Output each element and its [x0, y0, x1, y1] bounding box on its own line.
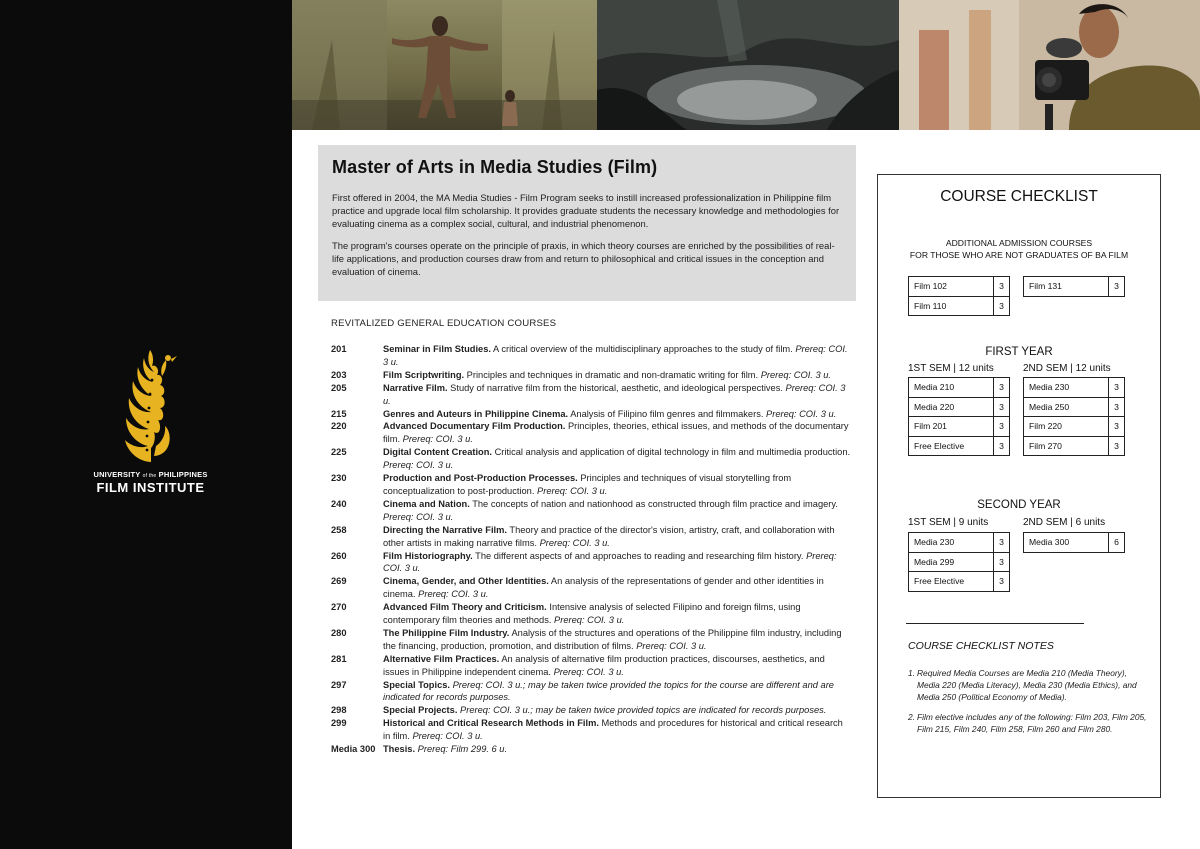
note-number: 1. [908, 668, 915, 678]
checklist-row [909, 436, 1010, 456]
course-list [331, 343, 851, 756]
course-prereq: Prereq: COI. 3 u. [539, 537, 610, 548]
course-title: Cinema and Nation. [383, 498, 470, 509]
course-row [331, 627, 851, 653]
checklist-row [909, 572, 1010, 592]
course-number: 270 [331, 602, 347, 613]
course-summary: Analysis of the structures and operations of the Philippine film industry, including the financing, production, promotion, and distribution of films. [383, 627, 842, 651]
checklist-notes-title: COURSE CHECKLIST NOTES [908, 640, 1054, 652]
course-description [383, 550, 851, 576]
course-description [383, 653, 851, 679]
course-summary: Analysis of Filipino film genres and filmmakers. [568, 408, 767, 419]
course-description [383, 420, 851, 446]
course-title: Special Topics. [383, 679, 450, 690]
course-description [383, 472, 851, 498]
course-description [383, 627, 851, 653]
course-title: Seminar in Film Studies. [383, 344, 491, 354]
course-prereq: Prereq: COI. 3 u. [636, 640, 707, 651]
course-row [331, 369, 851, 382]
course-number: 230 [331, 473, 347, 484]
course-prereq: Prereq: COI. 3 u. [383, 511, 454, 522]
course-title: Historical and Critical Research Methods in Film. [383, 718, 599, 729]
checklist-row [909, 378, 1010, 398]
film-institute-logo [88, 350, 213, 495]
checklist-row [1024, 378, 1125, 398]
checklist-course: Film 270 [1024, 436, 1109, 456]
checklist-row [909, 552, 1010, 572]
course-summary: Principles and techniques of visual storytelling from conceptualization to post-production. [383, 473, 792, 496]
checklist-course: Film 131 [1024, 277, 1109, 297]
course-description [383, 382, 851, 408]
checklist-course: Free Elective [909, 572, 994, 592]
checklist-course: Film 110 [909, 296, 994, 316]
checklist-units: 3 [994, 378, 1010, 398]
intro-paragraph-1: First offered in 2004, the MA Media Studies - Film Program seeks to instill increased professionalization in Philippine film practice and upgrade local film scholarship. It provides graduate students the necessary knowledge and methodologies for evaluating cinema as a complex social, cultural, and industrial phenomenon. [332, 192, 840, 229]
program-intro-box [318, 145, 856, 301]
course-summary: Study of narrative film from the historical, aesthetic, and ideological perspectives. [447, 382, 786, 393]
checklist-row [909, 533, 1010, 553]
checklist-row [909, 417, 1010, 437]
checklist-course: Media 230 [909, 533, 994, 553]
course-prereq: Prereq: COI. 3 u. [760, 369, 831, 380]
course-title: Alternative Film Practices. [383, 653, 500, 664]
course-title: The Philippine Film Industry. [383, 627, 510, 638]
course-description [383, 717, 851, 743]
second-year-sem2-label: 2ND SEM | 6 units [1023, 517, 1106, 528]
course-summary: The different aspects of and approaches to reading and researching film history. [472, 550, 807, 561]
course-summary: Principles, theories, ethical issues, and methods of the documentary film. [383, 421, 849, 445]
course-title: Film Historiography. [383, 550, 473, 561]
course-description [383, 679, 851, 705]
admission-table-left [908, 276, 1010, 316]
first-year-sem1-table [908, 377, 1010, 456]
course-prereq: Prereq: COI. 3 u. [402, 434, 473, 445]
course-description [383, 446, 851, 472]
course-number: Media 300 [331, 744, 376, 755]
course-row [331, 704, 851, 717]
course-description [383, 601, 851, 627]
course-title: Film Scriptwriting. [383, 369, 465, 380]
course-prereq: Prereq: COI. 3 u. [412, 731, 483, 742]
second-year-sem2-table [1023, 532, 1125, 553]
checklist-course: Film 220 [1024, 417, 1109, 437]
course-row [331, 601, 851, 627]
checklist-units: 3 [994, 572, 1010, 592]
course-summary: Theory and practice of the director's vision, artistry, craft, and collaboration with other artists in making narrative films. [383, 524, 835, 548]
course-prereq: Prereq: COI. 3 u. [418, 589, 489, 600]
course-number: 281 [331, 653, 347, 664]
course-prereq: Prereq: COI. 3 u. [383, 344, 848, 367]
ge-courses-heading: REVITALIZED GENERAL EDUCATION COURSES [331, 318, 557, 329]
course-row [331, 472, 851, 498]
photo-cave-mist [597, 0, 899, 130]
photo-filmmaker-camera [899, 0, 1200, 130]
course-prereq: Prereq: COI. 3 u.; may be taken twice provided the topics for the course are different and are indicated for records purposes. [383, 679, 834, 703]
course-prereq: Prereq: COI. 3 u. [553, 666, 624, 677]
sarimanok-logo-icon [116, 350, 186, 468]
checklist-row [909, 397, 1010, 417]
checklist-units: 3 [994, 296, 1010, 316]
note-number: 2. [908, 712, 915, 722]
program-title: Master of Arts in Media Studies (Film) [332, 157, 658, 177]
checklist-units: 3 [994, 397, 1010, 417]
course-summary: The concepts of nation and nationhood as constructed through film practice and imagery. [469, 498, 838, 509]
course-title: Advanced Film Theory and Criticism. [383, 602, 547, 613]
checklist-units: 3 [994, 436, 1010, 456]
course-prereq: Prereq: COI. 3 u. [554, 615, 625, 626]
checklist-course: Media 250 [1024, 397, 1109, 417]
checklist-row [1024, 397, 1125, 417]
course-description [383, 575, 851, 601]
checklist-units: 3 [1109, 436, 1125, 456]
course-title: Narrative Film. [383, 382, 448, 393]
first-year-title: FIRST YEAR [985, 346, 1053, 358]
course-title: Cinema, Gender, and Other Identities. [383, 576, 549, 587]
course-description [383, 743, 851, 756]
checklist-units: 3 [994, 533, 1010, 553]
notes-divider [906, 623, 1084, 624]
checklist-units: 6 [1109, 533, 1125, 553]
course-title: Thesis. [383, 744, 416, 755]
course-summary: Principles and techniques in dramatic and non-dramatic writing for film. [464, 369, 761, 380]
checklist-units: 3 [994, 417, 1010, 437]
checklist-row [1024, 417, 1125, 437]
course-number: 297 [331, 679, 347, 690]
course-title: Special Projects. [383, 705, 458, 716]
left-band [0, 0, 292, 849]
course-description [383, 524, 851, 550]
course-row [331, 653, 851, 679]
course-prereq: Prereq: COI. 3 u. [383, 382, 846, 406]
course-row [331, 717, 851, 743]
course-row [331, 550, 851, 576]
course-title: Advanced Documentary Film Production. [383, 421, 566, 432]
course-number: 298 [331, 705, 347, 716]
checklist-course: Media 230 [1024, 378, 1109, 398]
first-year-sem2-table [1023, 377, 1125, 456]
course-row [331, 743, 851, 756]
course-number: 269 [331, 576, 347, 587]
course-number: 203 [331, 369, 347, 380]
course-row [331, 524, 851, 550]
course-prereq: Prereq: COI. 3 u. [537, 485, 608, 496]
course-number: 215 [331, 408, 347, 419]
photo-forest-performers [292, 0, 597, 130]
course-description [383, 704, 851, 717]
course-row [331, 382, 851, 408]
course-summary: A critical overview of the multidisciplinary approaches to the study of film. [490, 344, 796, 354]
checklist-row [1024, 277, 1125, 297]
course-summary: An analysis of alternative film production practices, discourses, aesthetics, and issues in Philippine independent cinema. [383, 653, 825, 677]
course-row [331, 575, 851, 601]
course-prereq: Prereq: COI. 3 u. [383, 550, 837, 574]
checklist-row [1024, 533, 1125, 553]
course-checklist [877, 174, 1161, 798]
course-number: 258 [331, 524, 347, 535]
checklist-course: Media 299 [909, 552, 994, 572]
checklist-course: Media 210 [909, 378, 994, 398]
course-description [383, 369, 851, 382]
course-prereq: Prereq: COI. 3 u.; may be taken twice provided topics are indicated for records purposes. [460, 705, 827, 716]
first-year-sem1-label: 1ST SEM | 12 units [908, 363, 994, 374]
course-prereq: Prereq: COI. 3 u. [383, 460, 454, 471]
course-summary: Critical analysis and application of digital technology in film and multimedia production. [491, 447, 851, 458]
course-description [383, 343, 851, 369]
checklist-row [909, 296, 1010, 316]
course-title: Production and Post-Production Processes. [383, 473, 578, 484]
course-row [331, 343, 851, 369]
course-row [331, 408, 851, 421]
logo-university-text: UNIVERSITY of the PHILIPPINES [93, 470, 208, 479]
checklist-units: 3 [994, 552, 1010, 572]
checklist-units: 3 [1109, 417, 1125, 437]
checklist-units: 3 [994, 277, 1010, 297]
checklist-units: 3 [1109, 277, 1125, 297]
checklist-units: 3 [1109, 397, 1125, 417]
note-text: Required Media Courses are Media 210 (Media Theory), Media 220 (Media Literacy), Media 230 (Media Ethics), and Media 250 (Political Economy of Media). [917, 668, 1137, 702]
checklist-course: Media 300 [1024, 533, 1109, 553]
course-summary: Methods and procedures for historical and critical research in film. [383, 718, 843, 742]
course-number: 299 [331, 718, 347, 729]
note-text: Film elective includes any of the following: Film 203, Film 205, Film 215, Film 240, Film 258, Film 260 and Film 280. [917, 712, 1147, 734]
second-year-title: SECOND YEAR [977, 499, 1061, 511]
course-number: 280 [331, 627, 347, 638]
course-number: 220 [331, 421, 347, 432]
course-number: 225 [331, 447, 347, 458]
checklist-course: Film 102 [909, 277, 994, 297]
logo-institute-text: FILM INSTITUTE [96, 480, 205, 495]
second-year-sem1-table [908, 532, 1010, 592]
second-year-sem1-label: 1ST SEM | 9 units [908, 517, 989, 528]
course-row [331, 420, 851, 446]
checklist-note [908, 667, 1148, 703]
course-prereq: Prereq: Film 299. 6 u. [417, 744, 508, 755]
course-number: 201 [331, 344, 347, 354]
checklist-course: Media 220 [909, 397, 994, 417]
course-title: Directing the Narrative Film. [383, 524, 507, 535]
checklist-row [1024, 436, 1125, 456]
course-title: Genres and Auteurs in Philippine Cinema. [383, 408, 569, 419]
course-description [383, 408, 851, 421]
course-number: 260 [331, 550, 347, 561]
course-prereq: Prereq: COI. 3 u. [766, 408, 837, 419]
checklist-note [908, 711, 1148, 735]
course-title: Digital Content Creation. [383, 447, 492, 458]
intro-paragraph-2: The program's courses operate on the principle of praxis, in which theory courses are enriched by the possibilities of real-life applications, and production courses draw from and return to philosophical and critical issues in the conception and evaluation of cinema. [332, 240, 835, 277]
course-number: 240 [331, 498, 347, 509]
checklist-title: COURSE CHECKLIST [940, 188, 1098, 205]
admission-table-right [1023, 276, 1125, 297]
course-description [383, 498, 851, 524]
first-year-sem2-label: 2ND SEM | 12 units [1023, 363, 1111, 374]
course-summary: An analysis of the representations of gender and other identities in cinema. [383, 576, 824, 600]
course-number: 205 [331, 382, 347, 393]
course-row [331, 679, 851, 705]
checklist-course: Free Elective [909, 436, 994, 456]
course-row [331, 498, 851, 524]
admission-courses-heading: ADDITIONAL ADMISSION COURSES FOR THOSE WHO ARE NOT GRADUATES OF BA FILM [909, 238, 1129, 260]
checklist-course: Film 201 [909, 417, 994, 437]
checklist-row [909, 277, 1010, 297]
checklist-notes [908, 667, 1148, 743]
course-row [331, 446, 851, 472]
checklist-units: 3 [1109, 378, 1125, 398]
course-summary: Intensive analysis of selected Filipino and foreign films, using contemporary film theories and methods. [383, 602, 801, 626]
